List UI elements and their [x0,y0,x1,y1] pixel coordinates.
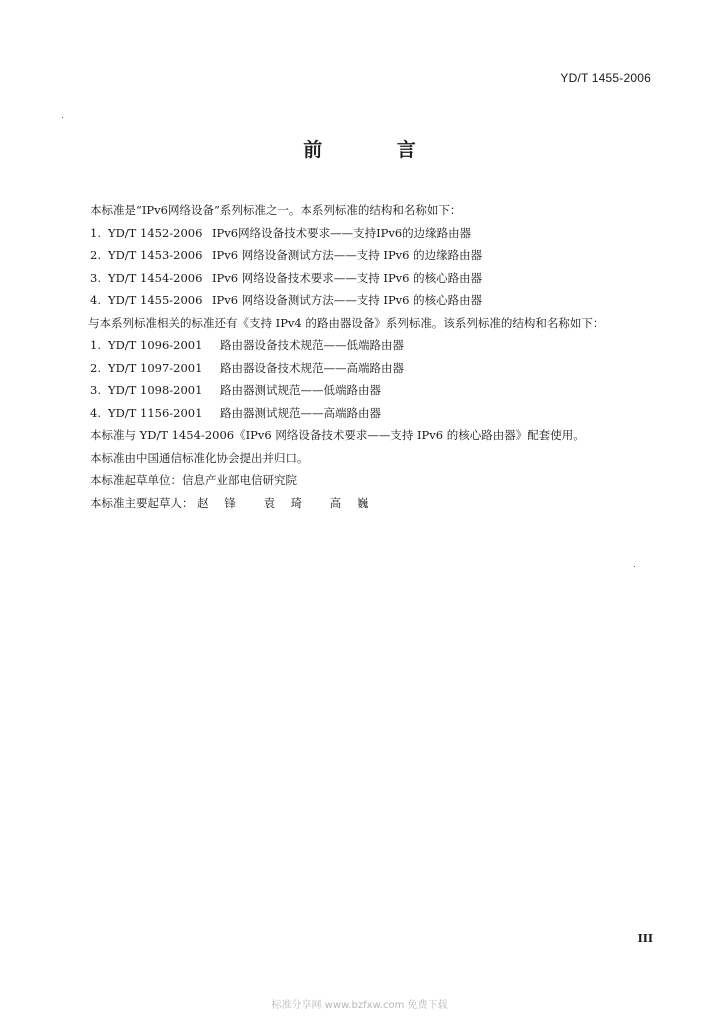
standard-code: YD/T 1453-2006 [108,248,203,262]
list-item [90,244,670,267]
list-item [90,334,670,357]
related-intro: 与本系列标准相关的标准还有《支持 IPv4 的路由器设备》系列标准。该系列标准的结构和名称如下： [88,315,605,330]
item-number: 2. [90,248,101,262]
list-item [90,357,670,380]
standard-title: IPv6 网络设备测试方法——支持 IPv6 的边缘路由器 [212,248,483,262]
item-number: 4. [90,405,101,420]
standard-code: YD/T 1452-2006 [108,225,203,240]
standard-code: YD/T 1096-2001 [108,338,203,352]
standard-code: YD/T 1097-2001 [108,360,203,375]
standard-code: YD/T 1098-2001 [108,383,203,397]
drafting-unit: 本标准起草单位：信息产业部电信研究院 [90,473,297,487]
drafter-name: 琦 [290,495,303,510]
drafter-name: 锋 [224,495,236,510]
item-number: 3. [90,270,101,285]
standard-code: YD/T 1156-2001 [108,405,203,420]
drafter-name: 高 [329,495,342,510]
standard-title: IPv6 网络设备测试方法——支持 IPv6 的核心路由器 [212,293,483,307]
item-number: 3. [90,383,101,397]
usage-note: 本标准与 YD/T 1454-2006《IPv6 网络设备技术要求——支持 IPv6 的核心路由器》配套使用。 [90,428,585,442]
proposer-note: 本标准由中国通信标准化协会提出并归口。 [90,450,309,465]
list-item [90,379,670,402]
series-intro: 本标准是“IPv6网络设备”系列标准之一。本系列标准的结构和名称如下： [90,203,462,217]
drafter-name: 巍 [356,495,369,510]
list-item [90,222,670,245]
watermark-text: 标准分享网 www.bzfxw.com 免费下载 [271,1000,448,1011]
standard-code: YD/T 1454-2006 [108,270,203,285]
standard-title: 路由器设备技术规范——高端路由器 [220,360,404,375]
standard-code: YD/T 1455-2006 [108,293,203,307]
page-number: III [637,932,653,945]
drafter-name: 袁 [263,495,275,510]
standard-title: 路由器设备技术规范——低端路由器 [220,338,404,352]
item-number: 2. [90,360,101,375]
list-item [90,267,670,290]
item-number: 1. [90,338,101,352]
list-item [90,402,670,425]
item-number: 4. [90,293,101,307]
drafters-line [90,492,670,515]
standard-title: 路由器测试规范——低端路由器 [220,383,381,397]
standard-title: IPv6网络设备技术要求——支持IPv6的边缘路由器 [212,225,472,240]
standard-title: IPv6 网络设备技术要求——支持 IPv6 的核心路由器 [212,270,483,285]
item-number: 1. [90,225,101,240]
page-title: 前 言 [303,139,450,161]
scan-speck [62,117,63,118]
scan-speck [634,566,635,567]
list-item [90,289,670,312]
foreword-body [90,199,670,514]
document-id: YD/T 1455-2006 [560,71,651,85]
drafters-label: 本标准主要起草人： [90,495,194,510]
standard-title: 路由器测试规范——高端路由器 [220,405,381,420]
drafter-name: 赵 [197,495,209,510]
